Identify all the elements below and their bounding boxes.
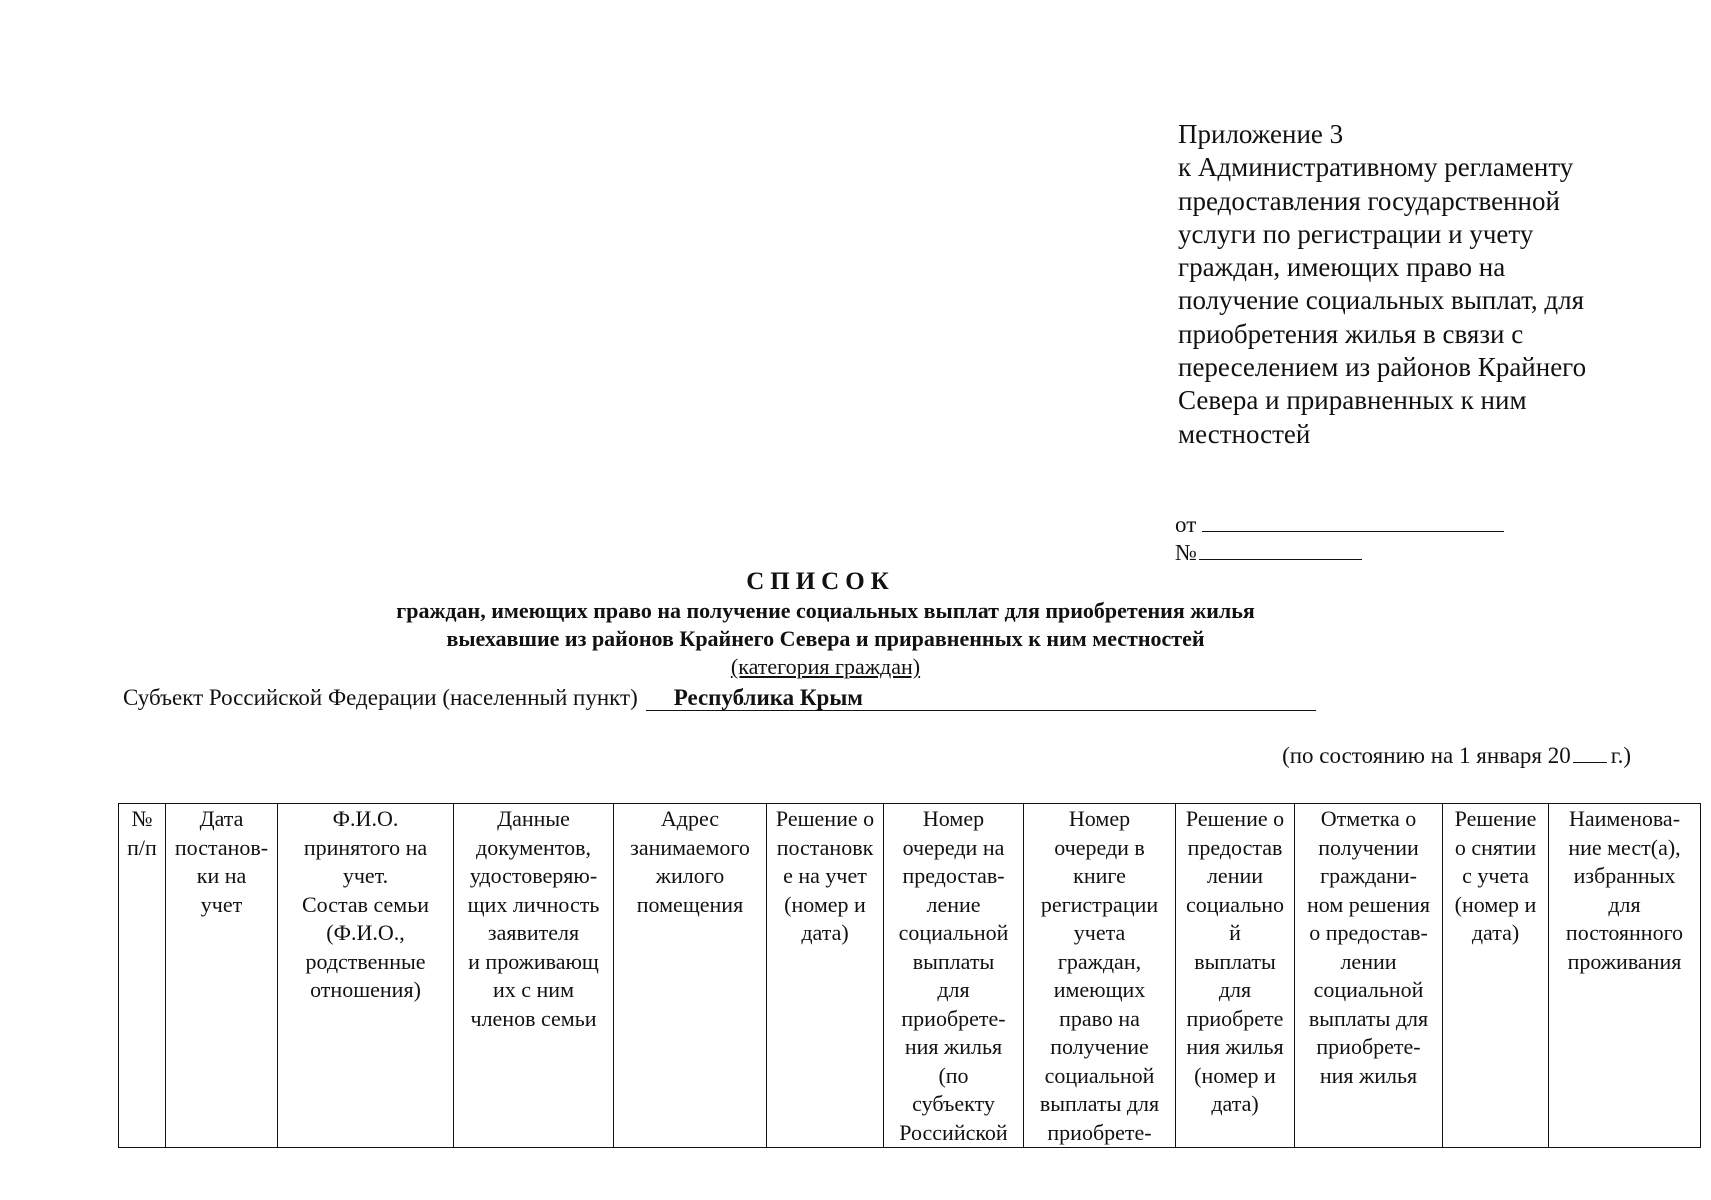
- header-line: заявителя: [487, 920, 580, 945]
- header-line: Решение: [1454, 806, 1537, 831]
- header-cell: [1176, 804, 1295, 1148]
- header-line: ном решения: [1307, 891, 1430, 917]
- appendix-line: граждан, имеющих право на: [1178, 252, 1506, 283]
- appendix-line: к Административному регламенту: [1178, 152, 1574, 183]
- header-line: дата): [1211, 1091, 1259, 1116]
- list-subtitle-line-1: граждан, имеющих право на получение социальных выплат для приобретения жилья: [396, 598, 1255, 623]
- subject-label: Субъект Российской Федерации (населенный пункт): [123, 685, 638, 710]
- header-line: №: [131, 806, 153, 831]
- appendix-line: местностей: [1178, 418, 1311, 449]
- header-line: проживания: [1567, 948, 1682, 974]
- header-line: граждан,: [1057, 948, 1142, 974]
- appendix-line: Приложение 3: [1178, 119, 1344, 149]
- header-cell: [119, 804, 166, 1148]
- header-cell: [1024, 804, 1176, 1148]
- header-line: учет.: [342, 863, 389, 888]
- header-line: получение: [1050, 1034, 1149, 1059]
- header-line: Адрес: [660, 806, 720, 831]
- appendix-line: приобретения жилья в связи с: [1178, 318, 1524, 349]
- header-line: очереди в: [1054, 834, 1145, 860]
- header-line: имеющих: [1053, 977, 1146, 1002]
- header-line: учета: [1073, 920, 1126, 945]
- header-line: регистрации: [1040, 891, 1159, 917]
- citizen-category-text: (категория граждан): [730, 654, 921, 679]
- table-header-row: [119, 804, 1701, 1148]
- header-line: приобрете-: [901, 1005, 1006, 1031]
- header-line: Состав семьи: [301, 891, 430, 917]
- as-of-date: [1282, 742, 1631, 770]
- header-cell: [278, 804, 454, 1148]
- header-line: Номер: [922, 806, 985, 831]
- header-line: Данные: [497, 806, 570, 831]
- header-line: ния жилья: [1186, 1034, 1284, 1059]
- header-line: для: [937, 977, 970, 1002]
- date-label: от: [1175, 512, 1197, 537]
- header-line: принятого на: [303, 834, 428, 860]
- appendix-note: [1178, 118, 1678, 451]
- list-heading: [0, 567, 1711, 680]
- header-cell: [166, 804, 278, 1148]
- header-line: постоянного: [1565, 920, 1684, 945]
- list-title: СПИСОК: [746, 568, 895, 595]
- header-line: членов семьи: [470, 1005, 597, 1031]
- header-line: (номер и: [784, 891, 866, 917]
- as-of-suffix: г.): [1610, 743, 1631, 768]
- header-cell: [614, 804, 767, 1148]
- header-line: учет: [200, 891, 243, 917]
- header-line: жилого: [655, 863, 725, 888]
- header-line: выплаты: [912, 948, 995, 974]
- header-line: их с ним: [492, 977, 574, 1002]
- header-line: ния жилья: [1319, 1062, 1418, 1088]
- header-line: предостав: [1187, 834, 1283, 860]
- header-line: Российской: [899, 1119, 1008, 1145]
- header-line: лении: [1206, 863, 1264, 888]
- header-line: граждани-: [1320, 863, 1417, 888]
- header-line: помещения: [636, 891, 744, 917]
- header-line: право на: [1059, 1005, 1140, 1031]
- header-line: о предостав-: [1309, 920, 1428, 945]
- header-cell: [1295, 804, 1443, 1148]
- header-line: дата): [801, 920, 849, 945]
- header-line: очереди на: [902, 834, 1005, 860]
- header-line: приобрете-: [1316, 1034, 1421, 1059]
- header-line: Решение о: [775, 806, 875, 831]
- date-blank-line: [1202, 511, 1504, 532]
- header-line: ния жилья: [904, 1034, 1003, 1059]
- header-line: щих личность: [467, 891, 600, 917]
- header-line: с учета: [1462, 863, 1529, 888]
- header-line: й: [1229, 920, 1241, 945]
- header-line: (номер и: [1454, 891, 1537, 917]
- appendix-line: предоставления государственной: [1178, 185, 1560, 216]
- appendix-line: услуги по регистрации и учету: [1178, 218, 1534, 249]
- header-line: приобрете: [1186, 1005, 1284, 1031]
- header-line: ки на: [196, 863, 247, 888]
- year-blank-line: [1573, 744, 1607, 763]
- header-line: постанов-: [174, 834, 269, 860]
- header-line: предостав-: [902, 863, 1005, 888]
- header-line: приобрете-: [1047, 1119, 1152, 1145]
- header-line: Дата: [199, 806, 244, 831]
- subject-value: Республика Крым: [646, 686, 1316, 711]
- header-line: п/п: [127, 834, 157, 860]
- header-line: избранных: [1573, 863, 1676, 888]
- header-cell: [1549, 804, 1701, 1148]
- header-line: и проживающ: [468, 948, 599, 974]
- header-cell: [1443, 804, 1549, 1148]
- header-line: Ф.И.О.: [332, 806, 399, 831]
- header-cell: [884, 804, 1024, 1148]
- header-line: социально: [1185, 891, 1285, 917]
- appendix-line: переселением из районов Крайнего: [1178, 352, 1587, 383]
- header-line: Решение о: [1185, 806, 1285, 831]
- header-line: выплаты: [1194, 948, 1276, 974]
- as-of-prefix: (по состоянию на 1 января 20: [1282, 743, 1571, 768]
- header-line: Наименова-: [1568, 806, 1681, 831]
- header-line: лении: [1340, 948, 1397, 974]
- header-line: Номер: [1068, 806, 1131, 831]
- number-blank-line: [1199, 539, 1362, 560]
- header-line: отношения): [310, 977, 421, 1002]
- header-cell: [454, 804, 614, 1148]
- header-line: документов,: [476, 834, 591, 860]
- number-label: №: [1175, 540, 1197, 565]
- citizens-list-table: [118, 803, 1701, 1148]
- header-line: о снятии: [1454, 834, 1537, 860]
- date-requisite: [1175, 511, 1504, 539]
- header-line: социальной: [1313, 977, 1424, 1002]
- header-line: дата): [1471, 920, 1520, 945]
- header-line: Отметка о: [1320, 806, 1417, 831]
- header-line: ние мест(а),: [1568, 834, 1681, 860]
- document-requisites: [1175, 511, 1504, 567]
- header-cell: [767, 804, 884, 1148]
- number-requisite: [1175, 539, 1504, 567]
- header-line: ление: [926, 891, 981, 917]
- citizen-category: [0, 653, 1711, 680]
- header-line: (по: [938, 1062, 969, 1088]
- header-line: социальной: [898, 920, 1009, 945]
- header-line: книге: [1073, 863, 1126, 888]
- appendix-line: Севера и приравненных к ним: [1178, 385, 1527, 416]
- header-line: выплаты для: [1039, 1091, 1160, 1116]
- header-line: для: [1218, 977, 1252, 1002]
- header-line: е на учет: [783, 863, 867, 888]
- list-subtitle-line-2: выехавшие из районов Крайнего Севера и приравненных к ним местностей: [446, 626, 1205, 651]
- header-line: для: [1608, 891, 1641, 917]
- header-line: занимаемого: [630, 834, 750, 860]
- header-line: (номер и: [1194, 1062, 1276, 1088]
- header-line: постановк: [776, 834, 874, 860]
- appendix-line: получение социальных выплат, для: [1178, 285, 1584, 316]
- header-line: родственные: [305, 948, 426, 974]
- header-line: удостоверяю-: [469, 863, 598, 888]
- header-line: (Ф.И.О.,: [326, 920, 405, 945]
- header-line: социальной: [1044, 1062, 1155, 1088]
- header-line: субъекту: [912, 1091, 995, 1116]
- subject-line: [123, 683, 1316, 713]
- header-line: выплаты для: [1308, 1005, 1429, 1031]
- header-line: получении: [1318, 834, 1419, 860]
